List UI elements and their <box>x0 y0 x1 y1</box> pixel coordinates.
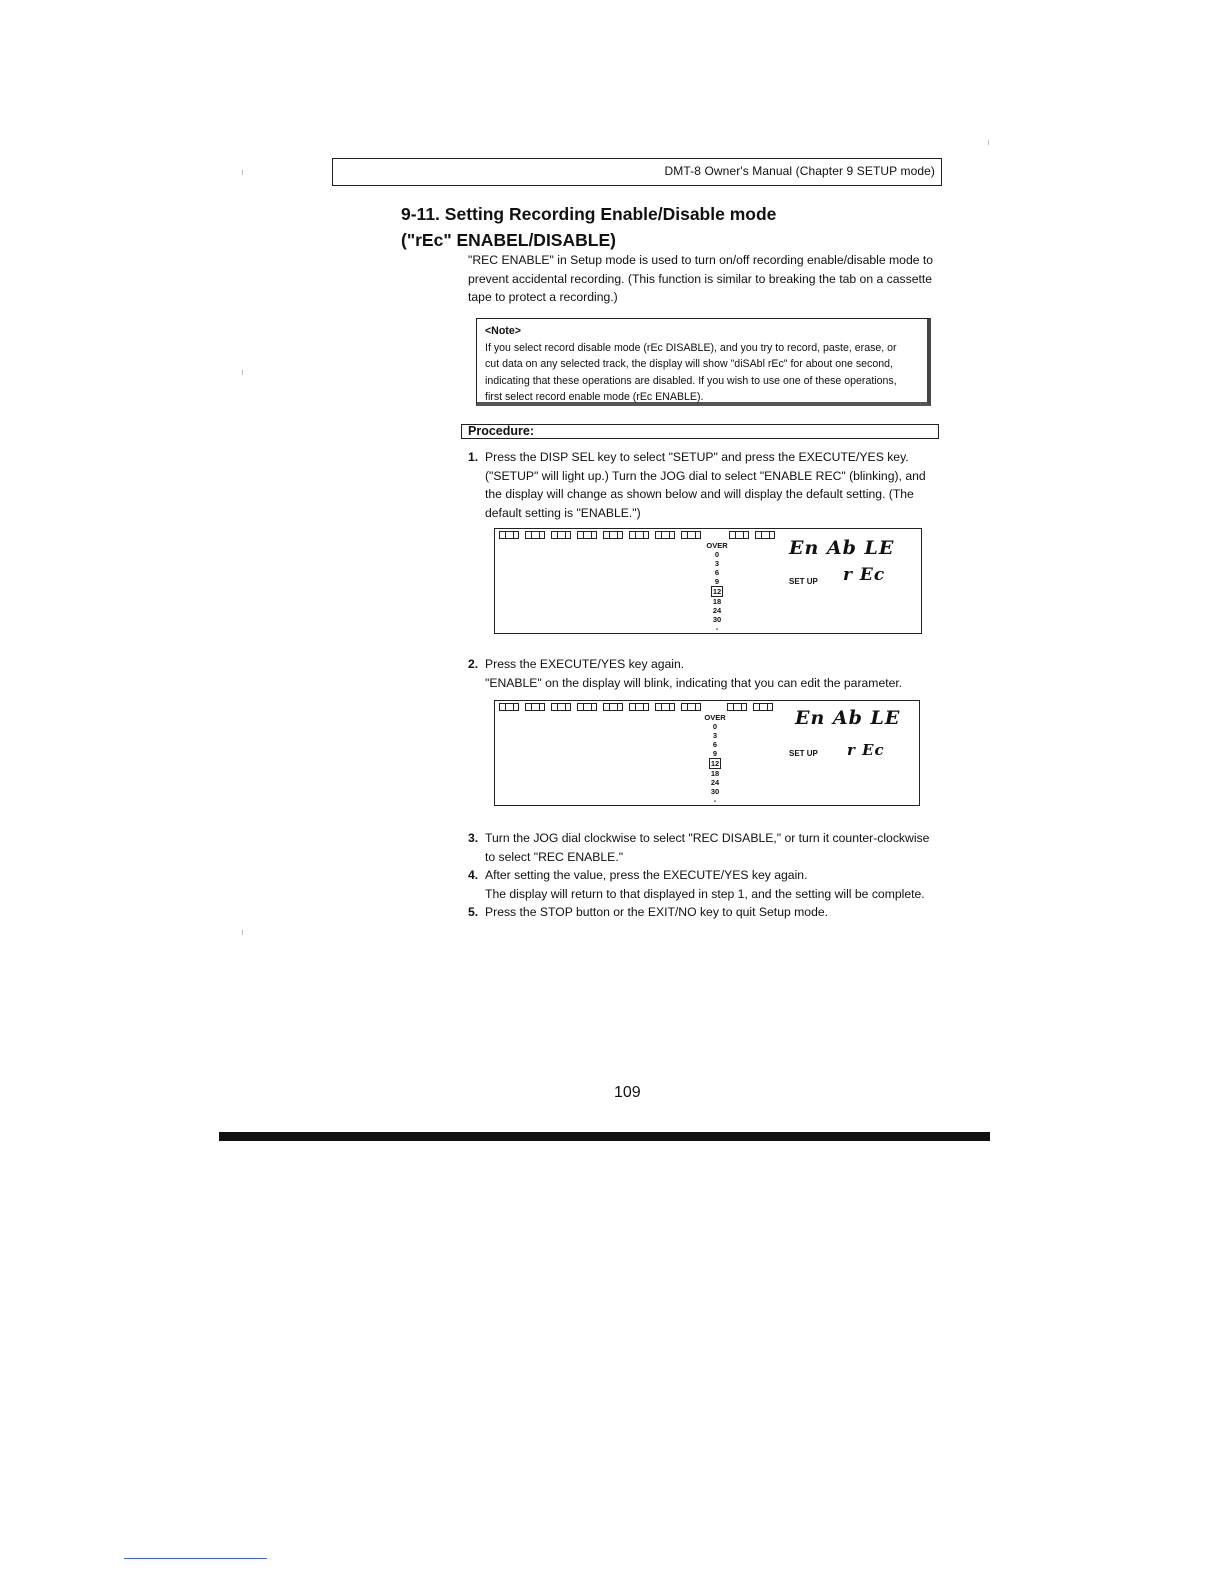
step-line: to select "REC ENABLE." <box>485 849 624 864</box>
track-indicator <box>681 531 701 539</box>
step-3 <box>468 829 944 866</box>
note-line: If you select record disable mode (rEc DISABLE), and you try to record, paste, erase, or <box>485 341 897 354</box>
track-indicator <box>499 531 519 539</box>
step-line: "ENABLE" on the display will blink, indicating that you can edit the parameter. <box>485 675 903 690</box>
track-indicator-right <box>755 531 775 539</box>
segment-display-top: En Ab LE <box>789 537 895 559</box>
intro-line: tape to protect a recording.) <box>468 290 618 304</box>
level-meter-scale: OVER 0 3 6 9 12 18 24 30 - <box>706 541 728 633</box>
track-indicator <box>577 531 597 539</box>
track-indicator <box>551 531 571 539</box>
step-line: Press the DISP SEL key to select "SETUP" and press the EXECUTE/YES key. <box>485 450 909 464</box>
section-title <box>401 201 776 253</box>
footer-link-line <box>124 1558 267 1559</box>
step-number: 3. <box>468 831 479 845</box>
step-line: ("SETUP" will light up.) Turn the JOG dial to select "ENABLE REC" (blinking), and <box>485 468 926 483</box>
segment-display-top-blinking: En Ab LE <box>795 707 901 729</box>
scan-speck <box>242 170 243 175</box>
note-line: indicating that these operations are disabled. If you wish to use one of these operations, <box>485 374 897 387</box>
track-indicator-left <box>729 531 749 539</box>
track-indicator-right <box>753 703 773 711</box>
track-indicator <box>525 703 545 711</box>
scan-speck <box>988 140 989 145</box>
track-indicator <box>603 703 623 711</box>
step-number: 4. <box>468 868 479 882</box>
track-indicator <box>629 703 649 711</box>
step-number: 1. <box>468 450 479 464</box>
level-meter-scale: OVER 0 3 6 9 12 18 24 30 - <box>704 713 726 805</box>
track-indicator <box>655 531 675 539</box>
track-indicator <box>629 531 649 539</box>
step-line: Press the EXECUTE/YES key again. <box>485 657 685 671</box>
step-line: the display will change as shown below and will display the default setting. (The <box>485 487 914 501</box>
section-title-line1: 9-11. Setting Recording Enable/Disable mode <box>401 204 777 224</box>
note-box <box>476 318 931 406</box>
procedure-box <box>461 424 939 439</box>
step-line: default setting is "ENABLE.") <box>485 505 641 520</box>
lcd-display-step2 <box>494 700 920 806</box>
intro-paragraph <box>468 251 944 307</box>
step-4 <box>468 866 944 903</box>
note-line: cut data on any selected track, the display will show "diSAbl rEc" for about one second, <box>485 358 893 370</box>
procedure-label: Procedure: <box>468 424 534 438</box>
scan-speck <box>242 370 243 375</box>
track-indicator <box>577 703 597 711</box>
segment-display-bottom-blinking: r Ec <box>843 565 886 585</box>
track-indicator-left <box>727 703 747 711</box>
setup-indicator: SET UP <box>789 577 818 586</box>
track-indicator <box>681 703 701 711</box>
step-2 <box>468 655 944 692</box>
intro-line: "REC ENABLE" in Setup mode is used to turn on/off recording enable/disable mode to <box>468 253 934 267</box>
step-line: Turn the JOG dial clockwise to select "REC DISABLE," or turn it counter-clockwise <box>485 831 930 845</box>
step-line: After setting the value, press the EXECUTE/YES key again. <box>485 868 808 882</box>
track-indicator <box>551 703 571 711</box>
header-text: DMT-8 Owner's Manual (Chapter 9 SETUP mode) <box>664 164 935 178</box>
step-number: 2. <box>468 657 479 671</box>
lcd-display-step1 <box>494 528 922 634</box>
scan-speck <box>242 930 243 935</box>
note-title: <Note> <box>485 325 521 337</box>
track-indicator <box>603 531 623 539</box>
track-indicator <box>499 703 519 711</box>
step-1 <box>468 448 944 522</box>
running-header <box>332 158 942 186</box>
track-indicator <box>525 531 545 539</box>
note-line: first select record enable mode (rEc ENABLE). <box>485 391 704 403</box>
step-5 <box>468 903 944 922</box>
track-indicator <box>655 703 675 711</box>
setup-indicator: SET UP <box>789 749 818 758</box>
bottom-rule <box>219 1132 990 1141</box>
intro-line: prevent accidental recording. (This function is similar to breaking the tab on a cassette <box>468 271 933 286</box>
section-title-line2: ("rEc" ENABEL/DISABLE) <box>401 230 616 250</box>
step-line: The display will return to that displayed in step 1, and the setting will be complete. <box>485 886 925 901</box>
segment-display-bottom: r Ec <box>847 741 885 759</box>
step-line: Press the STOP button or the EXIT/NO key to quit Setup mode. <box>485 905 829 919</box>
page-number: 109 <box>614 1084 641 1101</box>
step-number: 5. <box>468 905 479 919</box>
